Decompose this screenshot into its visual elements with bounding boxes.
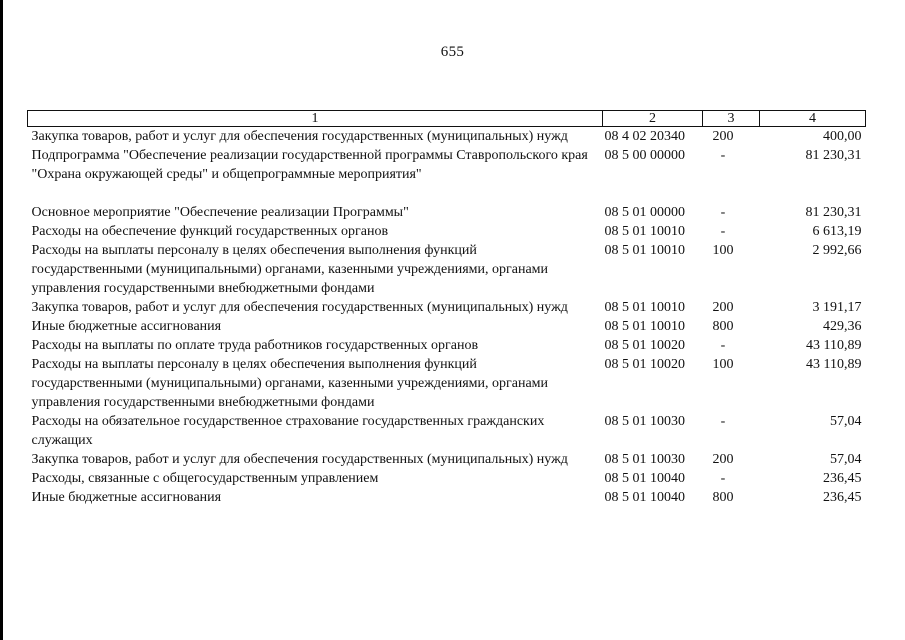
row-name: Иные бюджетные ассигнования: [31, 319, 222, 334]
row-name: Закупка товаров, работ и услуг для обеспечения государственных (муниципальных) нужд: [31, 452, 568, 467]
row-code: 08 5 01 10030: [604, 452, 685, 467]
row-code: 08 5 01 00000: [604, 205, 685, 220]
column-header-code: 2: [603, 111, 703, 127]
row-name: Подпрограмма "Обеспечение реализации государственной программы Ставропольского края "Охрана окружающей среды" и общепрограммные мероприятия": [31, 148, 588, 182]
row-amount: 57,04: [830, 452, 862, 467]
row-code: 08 5 01 10020: [604, 357, 685, 372]
row-code: 08 5 01 10010: [604, 319, 685, 334]
row-amount: 6 613,19: [812, 224, 862, 239]
table-row: [28, 222, 866, 241]
row-code: 08 5 01 10040: [604, 471, 685, 486]
row-amount: 3 191,17: [812, 300, 862, 315]
row-amount: 429,36: [823, 319, 862, 334]
row-amount: 81 230,31: [805, 205, 862, 220]
row-amount: 81 230,31: [805, 148, 862, 163]
column-header-type: 3: [703, 111, 760, 127]
scan-edge-line: [0, 0, 3, 640]
row-code: 08 5 01 10030: [604, 414, 685, 429]
row-type: -: [720, 148, 726, 163]
column-header-name: 1: [28, 111, 603, 127]
row-name: Расходы на выплаты по оплате труда работников государственных органов: [31, 338, 479, 353]
table-row: [28, 241, 866, 298]
row-type: 800: [712, 490, 734, 505]
row-amount: 400,00: [823, 129, 862, 144]
row-amount: 236,45: [823, 471, 862, 486]
row-type: -: [720, 224, 726, 239]
scan-edge-mark: [0, 596, 3, 604]
table-row: [28, 450, 866, 469]
row-type: 200: [712, 300, 734, 315]
table-row: [28, 469, 866, 488]
row-type: 800: [712, 319, 734, 334]
budget-table: [27, 110, 866, 507]
row-code: 08 5 01 10010: [604, 224, 685, 239]
row-type: 200: [712, 129, 734, 144]
table-header-row: [28, 111, 866, 127]
table-row: [28, 412, 866, 450]
scan-edge-mark: [0, 560, 3, 570]
row-code: 08 5 01 10020: [604, 338, 685, 353]
row-name: Иные бюджетные ассигнования: [31, 490, 222, 505]
row-code: 08 5 01 10010: [604, 300, 685, 315]
row-name: Расходы на обеспечение функций государственных органов: [31, 224, 389, 239]
row-type: -: [720, 338, 726, 353]
row-amount: 43 110,89: [806, 357, 862, 372]
table-row: [28, 336, 866, 355]
row-name: Закупка товаров, работ и услуг для обеспечения государственных (муниципальных) нужд: [31, 129, 568, 144]
row-code: 08 5 01 10010: [604, 243, 685, 258]
table-row: [28, 127, 866, 147]
table-row: [28, 298, 866, 317]
row-name: Расходы на обязательное государственное страхование государственных гражданских служащих: [31, 414, 545, 448]
row-code: 08 4 02 20340: [604, 129, 685, 144]
table-row: [28, 203, 866, 222]
row-type: -: [720, 471, 726, 486]
row-type: -: [720, 414, 726, 429]
page-number: 655: [440, 44, 465, 60]
row-type: 100: [712, 357, 734, 372]
row-amount: 2 992,66: [812, 243, 862, 258]
row-name: Основное мероприятие "Обеспечение реализации Программы": [31, 205, 409, 220]
row-name: Расходы на выплаты персоналу в целях обеспечения выполнения функций государственными (муниципальными) органами, казенными учреждениями, органами управления государственными внебюджетными фондами: [31, 243, 549, 296]
row-code: 08 5 00 00000: [604, 148, 685, 163]
table-row: [28, 355, 866, 412]
row-amount: 236,45: [823, 490, 862, 505]
table-row: [28, 488, 866, 507]
row-name: Расходы на выплаты персоналу в целях обеспечения выполнения функций государственными (муниципальными) органами, казенными учреждениями, органами управления государственными внебюджетными фондами: [31, 357, 549, 410]
row-name: Расходы, связанные с общегосударственным управлением: [31, 471, 379, 486]
row-code: 08 5 01 10040: [604, 490, 685, 505]
row-type: 100: [712, 243, 734, 258]
table-row: [28, 146, 866, 203]
row-type: -: [720, 205, 726, 220]
row-type: 200: [712, 452, 734, 467]
row-name: Закупка товаров, работ и услуг для обеспечения государственных (муниципальных) нужд: [31, 300, 568, 315]
row-amount: 57,04: [830, 414, 862, 429]
column-header-amount: 4: [760, 111, 866, 127]
table-row: [28, 317, 866, 336]
row-amount: 43 110,89: [806, 338, 862, 353]
